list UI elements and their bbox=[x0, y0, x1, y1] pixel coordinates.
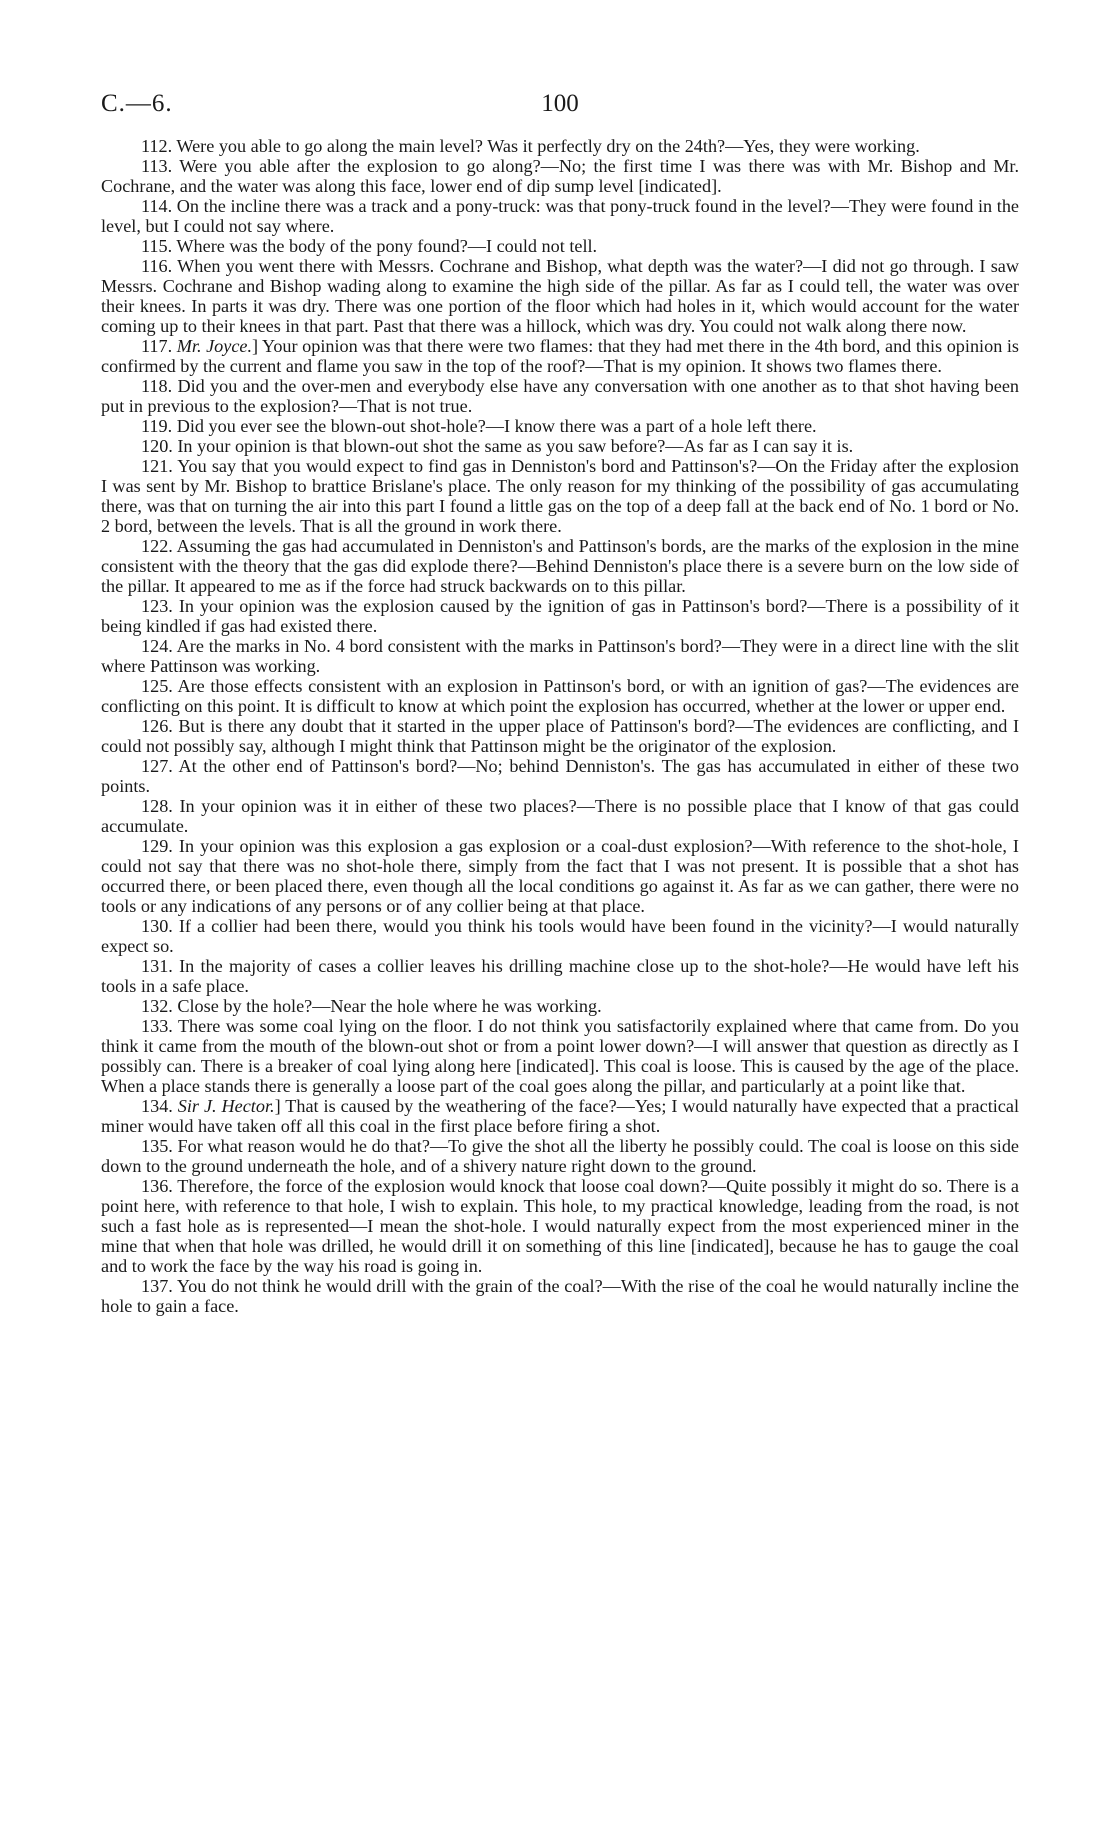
paragraph-text: In your opinion was it in either of these two places?—There is no possible place that I know of that gas could accumulate. bbox=[101, 796, 1020, 836]
question-number: 119. bbox=[141, 416, 173, 436]
testimony-paragraph bbox=[101, 536, 1019, 596]
question-number: 133. bbox=[141, 1016, 173, 1036]
question-number: 131. bbox=[141, 956, 173, 976]
testimony-paragraph bbox=[101, 796, 1019, 836]
testimony-paragraph bbox=[101, 916, 1019, 956]
paragraph-text: That is caused by the weathering of the face?—Yes; I would naturally have expected that a practical miner would have taken off all this coal in the first place before firing a shot. bbox=[101, 1096, 1020, 1136]
paragraph-text: If a collier had been there, would you think his tools would have been found in the vicinity?—I would naturally expect so. bbox=[101, 916, 1020, 956]
paragraph-text: In your opinion was the explosion caused by the ignition of gas in Pattinson's bord?—There is a possibility of it being kindled if gas had existed there. bbox=[101, 596, 1019, 636]
testimony-paragraph bbox=[101, 756, 1019, 796]
question-number: 134. bbox=[141, 1096, 173, 1116]
paragraph-text: Therefore, the force of the explosion would knock that loose coal down?—Quite possibly it might do so. There is a point here, with reference to that hole, I wish to explain. This hole, to my practical knowledge, leading from the road, is not such a fast hole as is represented—I mean the shot-hole. I would naturally expect from the most experienced miner in the mine that when that hole was drilled, he would drill it on something of this line [indicated], because he has to gauge the coal and to work the face by the way his road is going in. bbox=[101, 1176, 1019, 1276]
question-number: 135. bbox=[141, 1136, 173, 1156]
question-number: 127. bbox=[141, 756, 173, 776]
paragraph-text: There was some coal lying on the floor. I do not think you satisfactorily explained where that came from. Do you think it came from the mouth of the blown-out shot or from a point lower down?—I will answer that question as directly as I possibly can. There is a breaker of coal lying along here [indicated]. This coal is loose. This is caused by the age of the place. When a place stands there is generally a loose part of the coal goes along the pillar, and particularly at a point like that. bbox=[101, 1016, 1019, 1096]
testimony-paragraph bbox=[101, 996, 1019, 1016]
testimony-paragraph bbox=[101, 1176, 1019, 1276]
paragraph-text: For what reason would he do that?—To give the shot all the liberty he possibly could. The coal is loose on this side down to the ground underneath the hole, and of a shivery nature right down to the ground. bbox=[101, 1136, 1019, 1176]
testimony-paragraph bbox=[101, 636, 1019, 676]
paragraph-text: Your opinion was that there were two flames: that they had met there in the 4th bord, and this opinion is confirmed by the current and flame you saw in the top of the roof?—That is my opinion. It shows two flames there. bbox=[101, 336, 1020, 376]
testimony-paragraph bbox=[101, 456, 1019, 536]
question-number: 128. bbox=[141, 796, 173, 816]
question-number: 117. bbox=[141, 336, 173, 356]
paragraph-text: Were you able after the explosion to go along?—No; the first time I was there was with Mr. Bishop and Mr. Cochrane, and the water was along this face, lower end of dip sump level [indicated]. bbox=[101, 156, 1019, 196]
page-header bbox=[101, 90, 1019, 130]
paragraph-text: Were you able to go along the main level? Was it perfectly dry on the 24th?—Yes, they were working. bbox=[176, 136, 920, 156]
question-number: 130. bbox=[141, 916, 173, 936]
testimony-paragraph bbox=[101, 956, 1019, 996]
paragraph-text: In the majority of cases a collier leaves his drilling machine close up to the shot-hole?—He would have left his tools in a safe place. bbox=[101, 956, 1019, 996]
question-number: 115. bbox=[141, 236, 173, 256]
paragraph-text: When you went there with Messrs. Cochrane and Bishop, what depth was the water?—I did not go through. I saw Messrs. Cochrane and Bishop wading along to examine the high side of the pillar. As far as I could tell, the water was over their knees. In parts it was dry. There was one portion of the floor which had holes in it, which would account for the water coming up to their knees in that part. Past that there was a hillock, which was dry. You could not walk along there now. bbox=[101, 256, 1020, 336]
testimony-paragraph bbox=[101, 416, 1019, 436]
question-number: 113. bbox=[141, 156, 173, 176]
paragraph-text: In your opinion is that blown-out shot the same as you saw before?—As far as I can say it is. bbox=[177, 436, 854, 456]
question-number: 136. bbox=[141, 1176, 173, 1196]
testimony-paragraph bbox=[101, 196, 1019, 236]
testimony-paragraph bbox=[101, 376, 1019, 416]
testimony-paragraph bbox=[101, 436, 1019, 456]
paragraph-text: Are those effects consistent with an explosion in Pattinson's bord, or with an ignition of gas?—The evidences are conflicting on this point. It is difficult to know at which point the explosion has occurred, whether at the lower or upper end. bbox=[101, 676, 1019, 716]
testimony-paragraph bbox=[101, 256, 1019, 336]
testimony-paragraph bbox=[101, 1136, 1019, 1176]
paragraph-text: But is there any doubt that it started in the upper place of Pattinson's bord?—The evidences are conflicting, and I could not possibly say, although I might think that Pattinson might be the originator of the explosion. bbox=[101, 716, 1019, 756]
paragraph-text: On the incline there was a track and a pony-truck: was that pony-truck found in the level?—They were found in the level, but I could not say where. bbox=[101, 196, 1019, 236]
paragraph-text: Did you ever see the blown-out shot-hole?—I know there was a part of a hole left there. bbox=[176, 416, 817, 436]
paragraph-text: Did you and the over-men and everybody else have any conversation with one another as to that shot having been put in previous to the explosion?—That is not true. bbox=[101, 376, 1019, 416]
paragraph-text: Close by the hole?—Near the hole where he was working. bbox=[177, 996, 602, 1016]
question-number: 132. bbox=[141, 996, 173, 1016]
question-number: 126. bbox=[141, 716, 173, 736]
question-number: 123. bbox=[141, 596, 173, 616]
question-number: 114. bbox=[141, 196, 173, 216]
document-page bbox=[101, 90, 1019, 1316]
question-number: 125. bbox=[141, 676, 173, 696]
testimony-paragraph bbox=[101, 836, 1019, 916]
speaker-name: Mr. Joyce.] bbox=[176, 336, 259, 356]
testimony-paragraph bbox=[101, 236, 1019, 256]
question-number: 122. bbox=[141, 536, 173, 556]
testimony-body bbox=[101, 136, 1019, 1316]
paragraph-text: In your opinion was this explosion a gas explosion or a coal-dust explosion?—With reference to the shot-hole, I could not say that there was no shot-hole there, simply from the fact that I was not present. It is possible that a shot has occurred there, or been placed there, even though all the local conditions go against it. As far as we can gather, there were no tools or any indications of any persons or of any collier being at that place. bbox=[101, 836, 1019, 916]
paragraph-text: Are the marks in No. 4 bord consistent with the marks in Pattinson's bord?—They were in a direct line with the slit where Pattinson was working. bbox=[101, 636, 1019, 676]
testimony-paragraph bbox=[101, 1276, 1019, 1316]
paragraph-text: You say that you would expect to find gas in Denniston's bord and Pattinson's?—On the Friday after the explosion I was sent by Mr. Bishop to brattice Brislane's place. The only reason for my thinking of the possibility of gas accumulating there, was that on turning the air into this part I found a little gas on the top of a deep fall at the back end of No. 1 bord or No. 2 bord, between the levels. That is all the ground in work there. bbox=[101, 456, 1019, 536]
paragraph-text: Where was the body of the pony found?—I could not tell. bbox=[176, 236, 598, 256]
question-number: 118. bbox=[141, 376, 173, 396]
question-number: 120. bbox=[141, 436, 173, 456]
testimony-paragraph bbox=[101, 716, 1019, 756]
question-number: 112. bbox=[141, 136, 173, 156]
testimony-paragraph bbox=[101, 596, 1019, 636]
question-number: 129. bbox=[141, 836, 173, 856]
testimony-paragraph bbox=[101, 136, 1019, 156]
question-number: 124. bbox=[141, 636, 173, 656]
paragraph-text: You do not think he would drill with the grain of the coal?—With the rise of the coal he would naturally incline the hole to gain a face. bbox=[101, 1276, 1019, 1316]
page-number: 100 bbox=[541, 90, 579, 117]
testimony-paragraph bbox=[101, 1096, 1019, 1136]
speaker-name: Sir J. Hector.] bbox=[177, 1096, 281, 1116]
testimony-paragraph bbox=[101, 156, 1019, 196]
question-number: 116. bbox=[141, 256, 173, 276]
testimony-paragraph bbox=[101, 676, 1019, 716]
paragraph-text: At the other end of Pattinson's bord?—No; behind Denniston's. The gas has accumulated in either of these two points. bbox=[101, 756, 1020, 796]
question-number: 121. bbox=[141, 456, 173, 476]
testimony-paragraph bbox=[101, 336, 1019, 376]
testimony-paragraph bbox=[101, 1016, 1019, 1096]
question-number: 137. bbox=[141, 1276, 173, 1296]
document-reference: C.—6. bbox=[101, 90, 173, 117]
paragraph-text: Assuming the gas had accumulated in Denniston's and Pattinson's bords, are the marks of the explosion in the mine consistent with the theory that the gas did explode there?—Behind Denniston's place there is a severe burn on the low side of the pillar. It appeared to me as if the force had struck backwards on to this pillar. bbox=[101, 536, 1019, 596]
